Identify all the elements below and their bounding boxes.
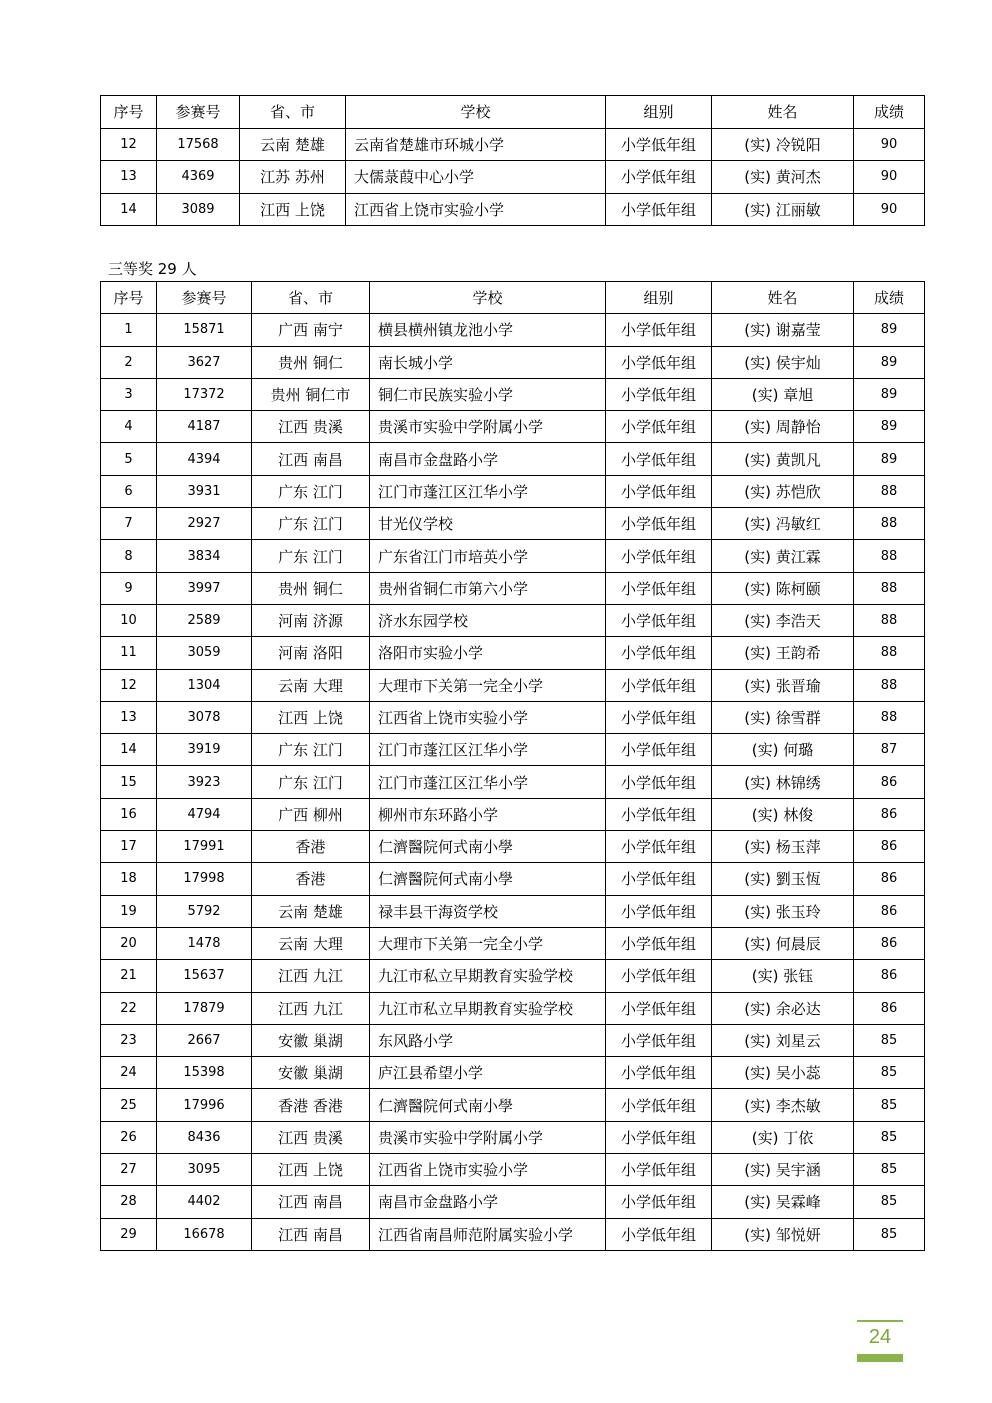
- table-row: [101, 895, 925, 927]
- cell-score: 86: [854, 927, 925, 959]
- cell-entry-number: 17998: [157, 863, 252, 895]
- cell-group: 小学低年组: [606, 193, 712, 226]
- cell-group: 小学低年组: [606, 701, 712, 733]
- cell-serial: 6: [101, 475, 157, 507]
- cell-province-city: 贵州 铜仁市: [252, 378, 370, 410]
- cell-name: (实) 张玉玲: [712, 895, 854, 927]
- cell-school: 大儒菉葭中心小学: [346, 161, 606, 194]
- cell-name: (实) 江丽敏: [712, 193, 854, 226]
- cell-province-city: 广东 江门: [252, 540, 370, 572]
- cell-entry-number: 4794: [157, 798, 252, 830]
- cell-name: (实) 黄凯凡: [712, 443, 854, 475]
- cell-school: 东风路小学: [370, 1024, 606, 1056]
- table-row: [101, 128, 925, 161]
- cell-entry-number: 17996: [157, 1089, 252, 1121]
- page-number: 24: [868, 1326, 892, 1348]
- cell-school: 大理市下关第一完全小学: [370, 927, 606, 959]
- cell-group: 小学低年组: [606, 992, 712, 1024]
- cell-name: (实) 苏恺欣: [712, 475, 854, 507]
- header-province-city: 省、市: [252, 282, 370, 314]
- cell-serial: 24: [101, 1057, 157, 1089]
- cell-name: (实) 何璐: [712, 734, 854, 766]
- cell-group: 小学低年组: [606, 798, 712, 830]
- cell-entry-number: 2589: [157, 604, 252, 636]
- cell-school: 广东省江门市培英小学: [370, 540, 606, 572]
- cell-group: 小学低年组: [606, 378, 712, 410]
- table-row: [101, 572, 925, 604]
- cell-entry-number: 1304: [157, 669, 252, 701]
- cell-score: 88: [854, 701, 925, 733]
- cell-province-city: 河南 洛阳: [252, 637, 370, 669]
- cell-group: 小学低年组: [606, 346, 712, 378]
- cell-score: 86: [854, 798, 925, 830]
- cell-name: (实) 张钰: [712, 960, 854, 992]
- cell-entry-number: 4402: [157, 1186, 252, 1218]
- cell-serial: 4: [101, 411, 157, 443]
- cell-entry-number: 15398: [157, 1057, 252, 1089]
- cell-province-city: 香港: [252, 831, 370, 863]
- cell-school: 江西省上饶市实验小学: [370, 701, 606, 733]
- table-row: [101, 701, 925, 733]
- cell-entry-number: 3095: [157, 1154, 252, 1186]
- header-name: 姓名: [712, 96, 854, 129]
- cell-school: 仁濟醫院何式南小學: [370, 863, 606, 895]
- cell-serial: 10: [101, 604, 157, 636]
- cell-serial: 20: [101, 927, 157, 959]
- cell-score: 86: [854, 863, 925, 895]
- cell-entry-number: 3089: [157, 193, 240, 226]
- cell-province-city: 广东 江门: [252, 734, 370, 766]
- cell-entry-number: 3931: [157, 475, 252, 507]
- cell-score: 88: [854, 475, 925, 507]
- cell-score: 88: [854, 508, 925, 540]
- cell-province-city: 江西 九江: [252, 960, 370, 992]
- table-row: [101, 443, 925, 475]
- cell-entry-number: 3923: [157, 766, 252, 798]
- cell-group: 小学低年组: [606, 734, 712, 766]
- cell-province-city: 江西 上饶: [240, 193, 346, 226]
- cell-school: 九江市私立早期教育实验学校: [370, 992, 606, 1024]
- header-entry-number: 参赛号: [157, 282, 252, 314]
- table-row: [101, 1121, 925, 1153]
- table-row: [101, 1154, 925, 1186]
- cell-entry-number: 3997: [157, 572, 252, 604]
- cell-name: (实) 李杰敏: [712, 1089, 854, 1121]
- cell-serial: 15: [101, 766, 157, 798]
- cell-name: (实) 刘星云: [712, 1024, 854, 1056]
- cell-province-city: 云南 大理: [252, 927, 370, 959]
- cell-entry-number: 17991: [157, 831, 252, 863]
- cell-school: 柳州市东环路小学: [370, 798, 606, 830]
- cell-score: 85: [854, 1121, 925, 1153]
- cell-name: (实) 徐雪群: [712, 701, 854, 733]
- cell-entry-number: 15637: [157, 960, 252, 992]
- cell-group: 小学低年组: [606, 831, 712, 863]
- cell-serial: 9: [101, 572, 157, 604]
- table-row: [101, 378, 925, 410]
- cell-province-city: 江西 南昌: [252, 1218, 370, 1250]
- cell-entry-number: 5792: [157, 895, 252, 927]
- header-serial: 序号: [101, 282, 157, 314]
- cell-entry-number: 17879: [157, 992, 252, 1024]
- cell-school: 江门市蓬江区江华小学: [370, 475, 606, 507]
- cell-serial: 16: [101, 798, 157, 830]
- cell-school: 仁濟醫院何式南小學: [370, 1089, 606, 1121]
- cell-serial: 25: [101, 1089, 157, 1121]
- cell-entry-number: 4394: [157, 443, 252, 475]
- award-table-continued: [100, 95, 925, 226]
- cell-group: 小学低年组: [606, 895, 712, 927]
- header-serial: 序号: [101, 96, 157, 129]
- cell-score: 88: [854, 669, 925, 701]
- cell-group: 小学低年组: [606, 960, 712, 992]
- cell-score: 90: [854, 161, 925, 194]
- cell-score: 89: [854, 443, 925, 475]
- cell-group: 小学低年组: [606, 604, 712, 636]
- table-row: [101, 960, 925, 992]
- cell-score: 88: [854, 572, 925, 604]
- cell-school: 贵州省铜仁市第六小学: [370, 572, 606, 604]
- cell-entry-number: 15871: [157, 314, 252, 346]
- header-score: 成绩: [854, 96, 925, 129]
- cell-province-city: 江西 上饶: [252, 701, 370, 733]
- cell-school: 贵溪市实验中学附属小学: [370, 411, 606, 443]
- cell-serial: 29: [101, 1218, 157, 1250]
- cell-group: 小学低年组: [606, 1186, 712, 1218]
- cell-score: 89: [854, 378, 925, 410]
- cell-score: 85: [854, 1218, 925, 1250]
- cell-serial: 28: [101, 1186, 157, 1218]
- cell-serial: 19: [101, 895, 157, 927]
- cell-name: (实) 冯敏红: [712, 508, 854, 540]
- cell-school: 江西省南昌师范附属实验小学: [370, 1218, 606, 1250]
- cell-name: (实) 章旭: [712, 378, 854, 410]
- cell-score: 86: [854, 831, 925, 863]
- cell-school: 禄丰县干海资学校: [370, 895, 606, 927]
- cell-group: 小学低年组: [606, 927, 712, 959]
- header-group: 组别: [606, 96, 712, 129]
- cell-score: 86: [854, 992, 925, 1024]
- cell-school: 南长城小学: [370, 346, 606, 378]
- cell-name: (实) 冷锐阳: [712, 128, 854, 161]
- cell-group: 小学低年组: [606, 443, 712, 475]
- table-row: [101, 669, 925, 701]
- cell-group: 小学低年组: [606, 1121, 712, 1153]
- cell-entry-number: 17568: [157, 128, 240, 161]
- cell-name: (实) 邹悦妍: [712, 1218, 854, 1250]
- cell-score: 88: [854, 540, 925, 572]
- cell-entry-number: 3078: [157, 701, 252, 733]
- cell-province-city: 安徽 巢湖: [252, 1024, 370, 1056]
- cell-province-city: 河南 济源: [252, 604, 370, 636]
- cell-group: 小学低年组: [606, 1089, 712, 1121]
- cell-group: 小学低年组: [606, 766, 712, 798]
- cell-province-city: 贵州 铜仁: [252, 346, 370, 378]
- cell-province-city: 广西 南宁: [252, 314, 370, 346]
- table-row: [101, 475, 925, 507]
- cell-school: 江门市蓬江区江华小学: [370, 766, 606, 798]
- cell-score: 90: [854, 193, 925, 226]
- cell-name: (实) 张晋瑜: [712, 669, 854, 701]
- cell-entry-number: 1478: [157, 927, 252, 959]
- table-row: [101, 193, 925, 226]
- cell-province-city: 云南 大理: [252, 669, 370, 701]
- cell-serial: 17: [101, 831, 157, 863]
- cell-school: 甘光仪学校: [370, 508, 606, 540]
- header-entry-number: 参赛号: [157, 96, 240, 129]
- cell-score: 86: [854, 895, 925, 927]
- cell-province-city: 香港 香港: [252, 1089, 370, 1121]
- third-prize-table: [100, 281, 925, 1251]
- cell-serial: 12: [101, 128, 157, 161]
- cell-serial: 3: [101, 378, 157, 410]
- cell-name: (实) 余必达: [712, 992, 854, 1024]
- table-row: [101, 1024, 925, 1056]
- table-row: [101, 798, 925, 830]
- cell-name: (实) 杨玉萍: [712, 831, 854, 863]
- table-row: [101, 863, 925, 895]
- page-number-top-rule: [857, 1320, 903, 1322]
- cell-name: (实) 林锦绣: [712, 766, 854, 798]
- cell-school: 铜仁市民族实验小学: [370, 378, 606, 410]
- header-school: 学校: [370, 282, 606, 314]
- cell-name: (实) 吴宇涵: [712, 1154, 854, 1186]
- cell-province-city: 广西 柳州: [252, 798, 370, 830]
- cell-name: (实) 谢嘉莹: [712, 314, 854, 346]
- cell-serial: 8: [101, 540, 157, 572]
- cell-serial: 14: [101, 734, 157, 766]
- cell-serial: 22: [101, 992, 157, 1024]
- cell-serial: 21: [101, 960, 157, 992]
- cell-name: (实) 丁依: [712, 1121, 854, 1153]
- cell-entry-number: 17372: [157, 378, 252, 410]
- cell-province-city: 江西 上饶: [252, 1154, 370, 1186]
- cell-score: 85: [854, 1089, 925, 1121]
- cell-entry-number: 4369: [157, 161, 240, 194]
- cell-serial: 14: [101, 193, 157, 226]
- cell-group: 小学低年组: [606, 161, 712, 194]
- cell-entry-number: 8436: [157, 1121, 252, 1153]
- cell-serial: 1: [101, 314, 157, 346]
- cell-entry-number: 3834: [157, 540, 252, 572]
- cell-score: 85: [854, 1024, 925, 1056]
- cell-entry-number: 3919: [157, 734, 252, 766]
- table-row: [101, 540, 925, 572]
- cell-group: 小学低年组: [606, 128, 712, 161]
- cell-province-city: 广东 江门: [252, 475, 370, 507]
- cell-school: 南昌市金盘路小学: [370, 1186, 606, 1218]
- third-prize-title: 三等奖 29 人: [108, 260, 197, 278]
- cell-school: 庐江县希望小学: [370, 1057, 606, 1089]
- cell-serial: 7: [101, 508, 157, 540]
- cell-serial: 13: [101, 161, 157, 194]
- cell-province-city: 江西 南昌: [252, 443, 370, 475]
- cell-score: 85: [854, 1186, 925, 1218]
- header-group: 组别: [606, 282, 712, 314]
- cell-name: (实) 黄江霖: [712, 540, 854, 572]
- cell-name: (实) 陈柯颐: [712, 572, 854, 604]
- cell-score: 90: [854, 128, 925, 161]
- cell-serial: 27: [101, 1154, 157, 1186]
- cell-province-city: 江西 贵溪: [252, 1121, 370, 1153]
- header-province-city: 省、市: [240, 96, 346, 129]
- cell-school: 九江市私立早期教育实验学校: [370, 960, 606, 992]
- cell-province-city: 云南 楚雄: [252, 895, 370, 927]
- cell-school: 横县横州镇龙池小学: [370, 314, 606, 346]
- cell-school: 江西省上饶市实验小学: [346, 193, 606, 226]
- cell-serial: 12: [101, 669, 157, 701]
- table-row: [101, 766, 925, 798]
- cell-score: 88: [854, 604, 925, 636]
- cell-group: 小学低年组: [606, 475, 712, 507]
- cell-province-city: 广东 江门: [252, 766, 370, 798]
- cell-score: 89: [854, 314, 925, 346]
- table-row: [101, 637, 925, 669]
- cell-group: 小学低年组: [606, 1057, 712, 1089]
- cell-serial: 26: [101, 1121, 157, 1153]
- cell-name: (实) 黄河杰: [712, 161, 854, 194]
- cell-serial: 5: [101, 443, 157, 475]
- page-number-badge: [857, 1320, 903, 1363]
- cell-province-city: 安徽 巢湖: [252, 1057, 370, 1089]
- cell-school: 云南省楚雄市环城小学: [346, 128, 606, 161]
- cell-entry-number: 3627: [157, 346, 252, 378]
- table-row: [101, 734, 925, 766]
- cell-province-city: 贵州 铜仁: [252, 572, 370, 604]
- cell-school: 仁濟醫院何式南小學: [370, 831, 606, 863]
- cell-province-city: 江西 南昌: [252, 1186, 370, 1218]
- cell-group: 小学低年组: [606, 863, 712, 895]
- table-row: [101, 992, 925, 1024]
- cell-group: 小学低年组: [606, 637, 712, 669]
- cell-province-city: 江西 九江: [252, 992, 370, 1024]
- table-row: [101, 1089, 925, 1121]
- cell-school: 洛阳市实验小学: [370, 637, 606, 669]
- cell-name: (实) 何晨辰: [712, 927, 854, 959]
- cell-name: (实) 劉玉恆: [712, 863, 854, 895]
- cell-entry-number: 4187: [157, 411, 252, 443]
- cell-school: 江门市蓬江区江华小学: [370, 734, 606, 766]
- table-row: [101, 161, 925, 194]
- cell-serial: 23: [101, 1024, 157, 1056]
- table-row: [101, 314, 925, 346]
- table-row: [101, 1218, 925, 1250]
- cell-score: 86: [854, 960, 925, 992]
- cell-province-city: 江苏 苏州: [240, 161, 346, 194]
- cell-name: (实) 吴小蕊: [712, 1057, 854, 1089]
- cell-province-city: 江西 贵溪: [252, 411, 370, 443]
- cell-score: 88: [854, 637, 925, 669]
- cell-score: 85: [854, 1154, 925, 1186]
- cell-entry-number: 2927: [157, 508, 252, 540]
- table-header-row: [101, 96, 925, 129]
- cell-score: 85: [854, 1057, 925, 1089]
- table-row: [101, 1186, 925, 1218]
- table-row: [101, 927, 925, 959]
- header-score: 成绩: [854, 282, 925, 314]
- cell-group: 小学低年组: [606, 572, 712, 604]
- table-row: [101, 1057, 925, 1089]
- cell-score: 87: [854, 734, 925, 766]
- cell-group: 小学低年组: [606, 411, 712, 443]
- cell-group: 小学低年组: [606, 1154, 712, 1186]
- cell-school: 济水东园学校: [370, 604, 606, 636]
- cell-name: (实) 王韵希: [712, 637, 854, 669]
- cell-school: 贵溪市实验中学附属小学: [370, 1121, 606, 1153]
- cell-group: 小学低年组: [606, 508, 712, 540]
- cell-entry-number: 16678: [157, 1218, 252, 1250]
- cell-name: (实) 李浩天: [712, 604, 854, 636]
- cell-serial: 11: [101, 637, 157, 669]
- cell-province-city: 广东 江门: [252, 508, 370, 540]
- table-row: [101, 411, 925, 443]
- cell-province-city: 香港: [252, 863, 370, 895]
- cell-serial: 13: [101, 701, 157, 733]
- cell-serial: 18: [101, 863, 157, 895]
- cell-school: 大理市下关第一完全小学: [370, 669, 606, 701]
- cell-school: 江西省上饶市实验小学: [370, 1154, 606, 1186]
- header-name: 姓名: [712, 282, 854, 314]
- cell-name: (实) 吴霖峰: [712, 1186, 854, 1218]
- cell-score: 89: [854, 411, 925, 443]
- cell-name: (实) 侯宇灿: [712, 346, 854, 378]
- page-number-bottom-bar: [857, 1354, 903, 1362]
- cell-name: (实) 周静怡: [712, 411, 854, 443]
- cell-province-city: 云南 楚雄: [240, 128, 346, 161]
- table-row: [101, 508, 925, 540]
- table-row: [101, 604, 925, 636]
- cell-group: 小学低年组: [606, 1024, 712, 1056]
- cell-school: 南昌市金盘路小学: [370, 443, 606, 475]
- cell-score: 89: [854, 346, 925, 378]
- cell-name: (实) 林俊: [712, 798, 854, 830]
- cell-group: 小学低年组: [606, 540, 712, 572]
- cell-score: 86: [854, 766, 925, 798]
- cell-entry-number: 2667: [157, 1024, 252, 1056]
- cell-group: 小学低年组: [606, 669, 712, 701]
- header-school: 学校: [346, 96, 606, 129]
- cell-entry-number: 3059: [157, 637, 252, 669]
- cell-group: 小学低年组: [606, 314, 712, 346]
- table-row: [101, 346, 925, 378]
- table-header-row: [101, 282, 925, 314]
- cell-serial: 2: [101, 346, 157, 378]
- table-row: [101, 831, 925, 863]
- cell-group: 小学低年组: [606, 1218, 712, 1250]
